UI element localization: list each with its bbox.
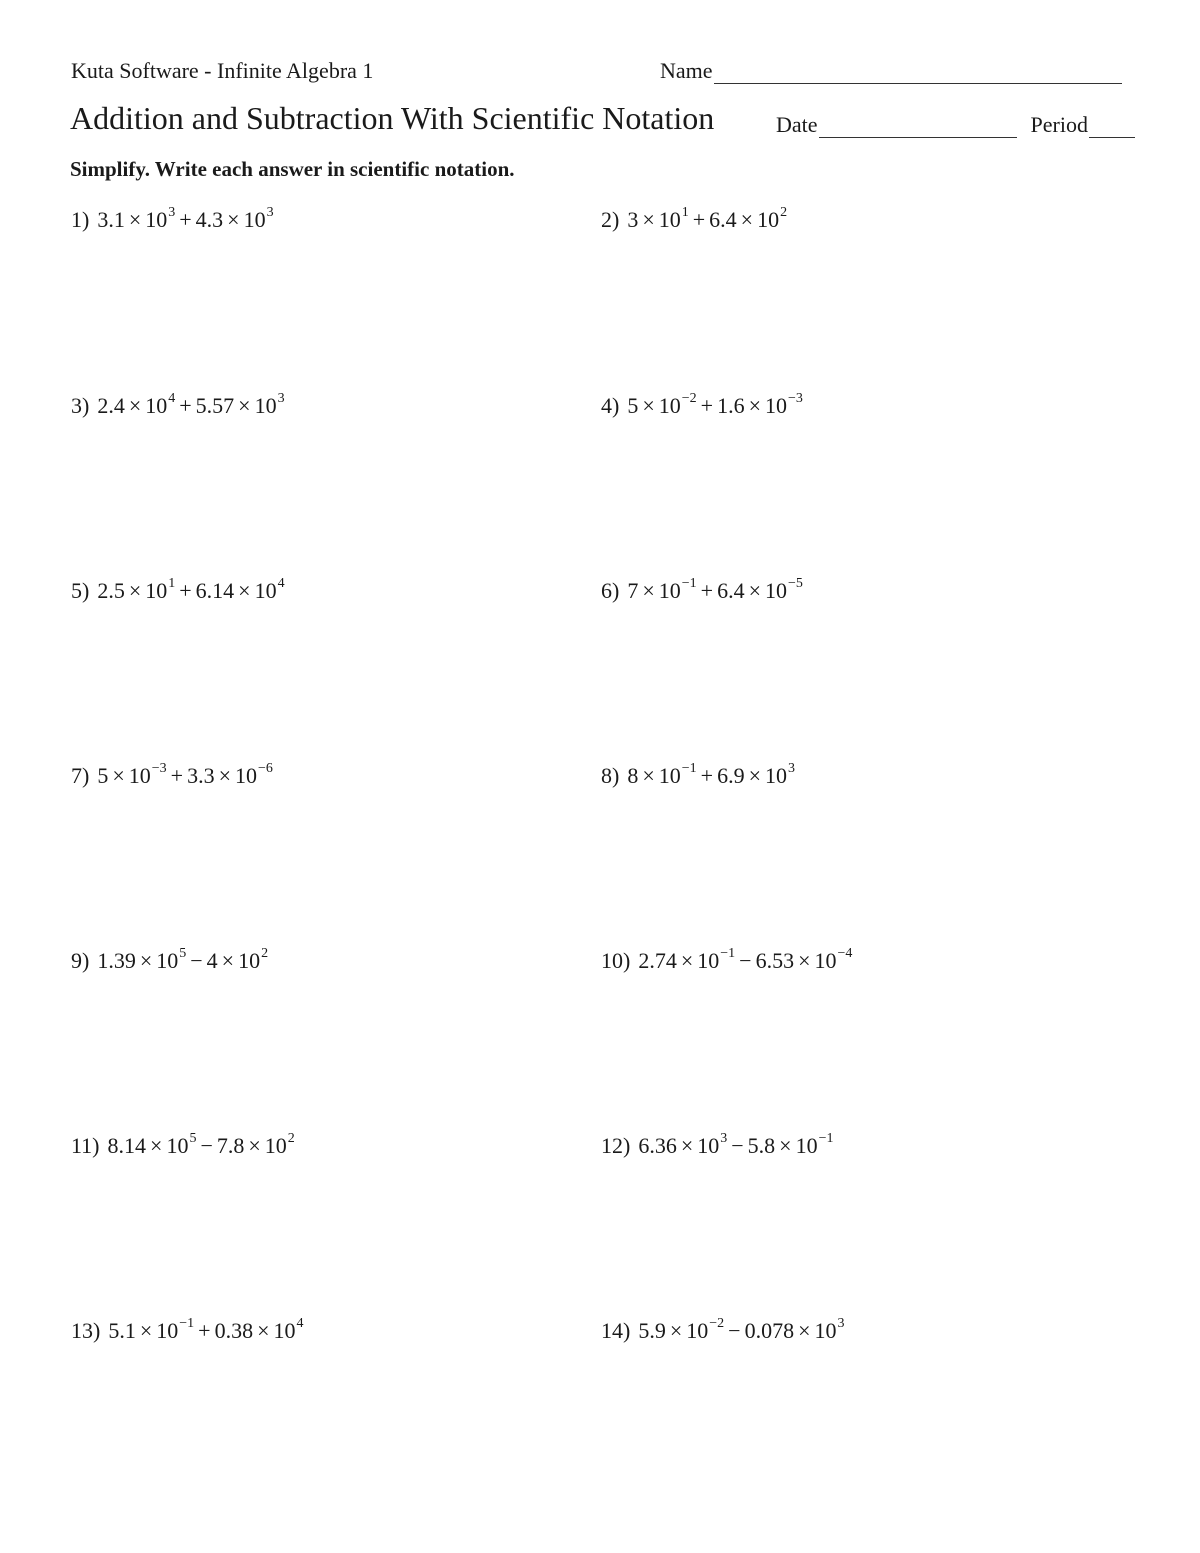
operator: − [731,1133,744,1158]
coefficient-a: 3 [627,207,639,232]
exponent-a: 4 [168,390,176,406]
exponent-a: −3 [151,760,167,776]
times-sign: × [642,578,655,603]
problem-4 [601,390,803,419]
coefficient-a: 2.74 [638,948,677,973]
base-ten: 10 [765,393,787,418]
times-sign: × [218,763,231,788]
problem-number: 14) [601,1318,631,1343]
operator: − [739,948,752,973]
problem-number: 5) [71,578,90,603]
times-sign: × [128,578,142,603]
operator: + [198,1318,211,1343]
coefficient-a: 6.36 [638,1133,677,1158]
operator: + [700,763,714,788]
coefficient-b: 6.4 [717,578,745,603]
exponent-b: 2 [261,945,269,961]
times-sign: × [669,1318,683,1343]
name-blank-line[interactable] [714,61,1122,84]
times-sign: × [112,763,125,788]
base-ten: 10 [658,393,681,418]
problem-11 [71,1130,295,1159]
base-ten: 10 [145,578,168,603]
problem-number: 7) [71,763,90,788]
times-sign: × [227,207,240,232]
exponent-b: 3 [277,390,285,406]
operator: + [179,207,192,232]
instructions: Simplify. Write each answer in scientific notation. [70,157,515,181]
coefficient-a: 8.14 [107,1133,147,1158]
exponent-a: 3 [720,1130,728,1146]
times-sign: × [748,578,761,603]
coefficient-a: 2.4 [97,393,125,418]
base-ten: 10 [128,763,151,788]
coefficient-b: 6.9 [717,763,745,788]
times-sign: × [642,393,655,418]
exponent-b: 3 [788,760,795,776]
exponent-b: 3 [837,1315,845,1331]
problem-number: 2) [601,207,620,232]
base-ten: 10 [235,763,257,788]
base-ten: 10 [658,763,681,788]
problem-2 [601,204,788,233]
times-sign: × [139,1318,153,1343]
operator: − [200,1133,213,1158]
base-ten: 10 [254,393,277,418]
times-sign: × [257,1318,270,1343]
times-sign: × [642,207,655,232]
exponent-a: −1 [720,945,736,961]
coefficient-a: 1.39 [97,948,136,973]
exponent-b: −4 [837,945,853,961]
base-ten: 10 [658,578,681,603]
base-ten: 10 [156,948,179,973]
coefficient-a: 3.1 [97,207,125,232]
base-ten: 10 [145,393,168,418]
problem-number: 4) [601,393,620,418]
exponent-a: −2 [709,1315,725,1331]
base-ten: 10 [686,1318,709,1343]
coefficient-a: 7 [627,578,639,603]
operator: − [190,948,203,973]
problem-number: 9) [71,948,90,973]
base-ten: 10 [795,1133,818,1158]
coefficient-a: 2.5 [97,578,125,603]
problem-5 [71,575,285,604]
coefficient-a: 5 [627,393,639,418]
coefficient-a: 8 [627,763,639,788]
software-label: Kuta Software - Infinite Algebra 1 [71,58,374,83]
base-ten: 10 [765,578,787,603]
coefficient-b: 6.14 [195,578,235,603]
operator: + [179,578,192,603]
date-blank-line[interactable] [819,115,1017,138]
exponent-a: 3 [168,204,176,220]
name-label: Name [660,58,713,83]
exponent-b: 2 [780,204,788,220]
coefficient-b: 6.4 [709,207,737,232]
times-sign: × [779,1133,792,1158]
base-ten: 10 [273,1318,296,1343]
name-field[interactable] [660,58,1122,84]
problem-number: 13) [71,1318,101,1343]
base-ten: 10 [238,948,261,973]
times-sign: × [128,207,142,232]
times-sign: × [798,948,811,973]
problem-8 [601,760,795,789]
exponent-a: −1 [681,575,697,591]
base-ten: 10 [765,763,787,788]
problem-3 [71,390,285,419]
coefficient-b: 0.078 [744,1318,795,1343]
coefficient-b: 4.3 [195,207,224,232]
operator: + [170,763,184,788]
operator: + [700,393,714,418]
base-ten: 10 [697,948,720,973]
base-ten: 10 [814,948,837,973]
times-sign: × [798,1318,811,1343]
problem-number: 12) [601,1133,631,1158]
base-ten: 10 [814,1318,837,1343]
period-blank-line[interactable] [1089,115,1135,138]
exponent-a: 1 [168,575,176,591]
operator: + [692,207,706,232]
times-sign: × [221,948,235,973]
times-sign: × [238,578,251,603]
base-ten: 10 [243,207,266,232]
base-ten: 10 [254,578,277,603]
problem-7 [71,760,273,789]
problem-14 [601,1315,845,1344]
times-sign: × [248,1133,261,1158]
problem-9 [71,945,269,974]
coefficient-b: 5.8 [747,1133,776,1158]
problem-number: 11) [71,1133,100,1158]
exponent-a: 5 [189,1130,197,1146]
exponent-b: 3 [266,204,274,220]
times-sign: × [680,948,694,973]
exponent-a: −2 [681,390,697,406]
exponent-b: 4 [277,575,285,591]
exponent-b: −6 [258,760,273,776]
coefficient-b: 5.57 [195,393,235,418]
times-sign: × [642,763,655,788]
exponent-a: −1 [179,1315,195,1331]
problem-number: 8) [601,763,620,788]
operator: + [700,578,714,603]
times-sign: × [238,393,251,418]
problem-number: 10) [601,948,631,973]
coefficient-b: 0.38 [214,1318,254,1343]
times-sign: × [748,763,761,788]
problem-1 [71,204,274,233]
operator: − [728,1318,741,1343]
problem-13 [71,1315,304,1344]
problem-6 [601,575,803,604]
coefficient-a: 5 [97,763,109,788]
base-ten: 10 [166,1133,189,1158]
exponent-a: 1 [681,204,689,220]
problem-number: 6) [601,578,620,603]
worksheet-title: Addition and Subtraction With Scientific Notation [70,100,715,136]
operator: + [179,393,192,418]
problem-number: 3) [71,393,90,418]
coefficient-a: 5.1 [108,1318,136,1343]
coefficient-b: 7.8 [216,1133,245,1158]
coefficient-b: 3.3 [187,763,215,788]
base-ten: 10 [145,207,168,232]
exponent-b: −1 [818,1130,834,1146]
times-sign: × [150,1133,163,1158]
problem-12 [601,1130,834,1159]
date-period-fields [776,112,1135,138]
base-ten: 10 [697,1133,720,1158]
base-ten: 10 [156,1318,179,1343]
times-sign: × [680,1133,694,1158]
times-sign: × [740,207,754,232]
exponent-b: −3 [788,390,803,406]
exponent-b: 4 [296,1315,304,1331]
date-label: Date [776,112,818,137]
times-sign: × [748,393,761,418]
exponent-b: −5 [788,575,803,591]
coefficient-b: 6.53 [755,948,795,973]
coefficient-b: 1.6 [717,393,745,418]
exponent-b: 2 [287,1130,295,1146]
times-sign: × [139,948,153,973]
problem-number: 1) [71,207,90,232]
exponent-a: −1 [681,760,697,776]
times-sign: × [128,393,142,418]
coefficient-a: 5.9 [638,1318,666,1343]
base-ten: 10 [264,1133,287,1158]
exponent-a: 5 [179,945,187,961]
base-ten: 10 [658,207,681,232]
period-label: Period [1030,112,1088,137]
coefficient-b: 4 [206,948,218,973]
problem-10 [601,945,853,974]
base-ten: 10 [757,207,780,232]
